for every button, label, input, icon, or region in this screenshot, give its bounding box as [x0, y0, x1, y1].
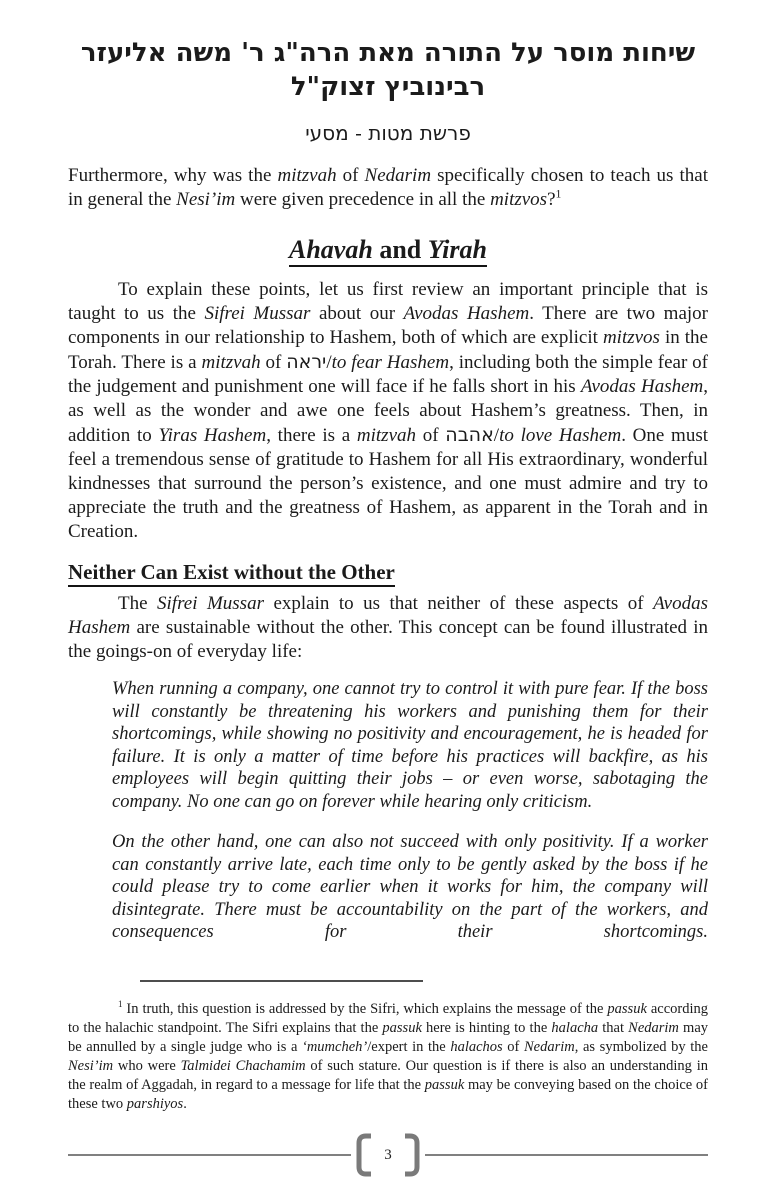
italic-term: Sifrei Mussar [204, 303, 311, 324]
heading-ahavah-yirah [68, 232, 708, 268]
hebrew-term: יראה [286, 351, 327, 373]
text-run: In truth, this question is addressed by the Sifri, which explains the message of the [122, 1001, 608, 1017]
text-run: are sustainable without the other. This concept can be found illustrated in the goings-on of everyday life: [68, 617, 708, 662]
footnote-ref: 1 [555, 187, 562, 201]
hebrew-subtitle: פרשת מטות - מסעי [305, 121, 471, 145]
paragraph-intro [68, 164, 708, 212]
right-bracket-icon [403, 1131, 423, 1179]
hebrew-term: אהבה [445, 424, 494, 446]
text-run: of [502, 1039, 524, 1055]
document-content [68, 0, 708, 944]
italic-term: Nedarim [628, 1020, 679, 1036]
footnote-text [68, 1000, 708, 1114]
text-run: of [336, 165, 365, 186]
italic-term: passuk [424, 1077, 465, 1093]
italic-term: to fear Hashem [331, 352, 450, 373]
text-run: who were [113, 1058, 181, 1074]
italic-term: Nesi’im [176, 189, 236, 210]
italic-term: Avodas Hashem [403, 303, 530, 324]
text-run: explain to us that neither of these aspects of [263, 593, 654, 614]
footnote-ref: 1 [118, 999, 123, 1010]
text-run: , there is a [266, 425, 357, 446]
italic-term: Nedarim [524, 1039, 575, 1055]
text-run: . [183, 1096, 187, 1112]
text-run: / [326, 352, 332, 373]
heading-underline [68, 560, 395, 587]
text-run: , as symbolized by the [574, 1039, 708, 1055]
text-run: may be annulled by a single judge who is a [68, 1020, 709, 1055]
italic-term: Yiras Hashem [158, 425, 267, 446]
text-run: . There are two major components in our relationship to Hashem, both of which are explicit [68, 303, 709, 348]
italic-term: mitzvah [277, 165, 337, 186]
footer-rule-right [425, 1154, 708, 1156]
text-run: Furthermore, why was the [68, 165, 278, 186]
text-run: Neither Can Exist without the Other [68, 560, 395, 584]
italic-term: mitzvah [201, 352, 261, 373]
text-run: and [372, 235, 428, 264]
italic-term: Avodas Hashem [580, 376, 704, 397]
paragraph-main [68, 278, 708, 544]
text-run: of [416, 425, 446, 446]
text-run: of such stature. Our question is if there is also an understanding in the realm of Aggadah, in regard to a message for life that the [68, 1058, 708, 1093]
footnote-separator [140, 980, 423, 982]
italic-term: to love Hashem [499, 425, 622, 446]
text-run: , including both the simple fear of the judgement and punishment one will face if he falls short in his [68, 352, 709, 397]
text-run: On the other hand, one can also not succeed with only positivity. If a worker can constantly arrive late, each time only to be gently asked by the boss if he could please try to come earlier when it works for him, the company will disintegrate. There must be accountability on the part of the workers, and consequences for their shortcomings. [112, 832, 708, 942]
text-run: may be conveying based on the choice of these two [68, 1077, 708, 1112]
italic-term: passuk [607, 1001, 647, 1017]
text-run: here is hinting to the [421, 1020, 552, 1036]
italic-term: mitzvos [490, 189, 548, 210]
document-body [68, 164, 708, 944]
text-run: . One must feel a tremendous sense of gratitude to Hashem for all His extraordinary, wonderful kindnesses that surround the person’s existence, and one must admire and try to appreciate the truth and the greatness of Hashem, as apparent in the Torah and in Creation. [68, 425, 709, 542]
italic-term: Sifrei Mussar [157, 593, 264, 614]
text-run: The [118, 593, 158, 614]
text-run: When running a company, one cannot try to control it with pure fear. If the boss will constantly be threatening his workers and punishing them for their shortcomings, while showing no positivity and encouragement, he is headed for failure. It is only a matter of time before his practices will backfire, as his employees will begin quitting their jobs – or even worse, sabotaging the company. No one can go on forever while hearing only criticism. [112, 679, 708, 812]
quote-only-positivity [112, 831, 708, 944]
text-run: in the Torah. There is a [68, 327, 708, 373]
heading-neither-can-exist [68, 558, 708, 586]
text-run: ? [547, 189, 556, 210]
text-run: of [260, 352, 287, 373]
page-number: 3 [384, 1146, 392, 1163]
italic-term: halachos [450, 1039, 503, 1055]
italic-term: mitzvos [602, 327, 660, 348]
italic-term: passuk [382, 1020, 422, 1036]
italic-term: ‘mumcheh’ [302, 1039, 368, 1055]
italic-term: mitzvah [356, 425, 417, 446]
text-run: / [493, 425, 500, 446]
footer [68, 1131, 708, 1179]
text-run: , as well as the wonder and awe one feels about Hashem’s greatness. Then, in addition to [68, 376, 708, 446]
text-run: according to the halachic standpoint. The Sifri explains that the [68, 1001, 708, 1036]
text-run: about our [310, 303, 404, 324]
italic-term: Talmidei Chachamim [180, 1058, 306, 1074]
hebrew-title: שיחות מוסר על התורה מאת הרה"ג ר' משה אליעזר רבינוביץ זצוק"ל [80, 38, 696, 102]
italic-term: Nedarim [364, 165, 432, 186]
italic-term: Avodas Hashem [68, 593, 708, 638]
text-run: specifically chosen to teach us that in general the [68, 165, 709, 210]
heading-underline [289, 235, 487, 267]
italic-term: Nesi’im [68, 1058, 114, 1074]
footer-rule-left [68, 1154, 351, 1156]
text-run: that [598, 1020, 629, 1036]
text-run: were given precedence in all the [235, 189, 491, 210]
paragraph-sifrei-mussar [68, 592, 708, 664]
text-run: /expert in the [367, 1039, 451, 1055]
quote-company-fear [112, 678, 708, 813]
footnote-area [68, 980, 708, 1114]
italic-term: Ahavah [289, 235, 373, 264]
italic-term: halacha [551, 1020, 599, 1036]
italic-term: Yirah [427, 235, 487, 264]
text-run: To explain these points, let us first review an important principle that is taught to us the [68, 279, 708, 324]
left-bracket-icon [353, 1131, 373, 1179]
italic-term: parshiyos [126, 1096, 184, 1112]
